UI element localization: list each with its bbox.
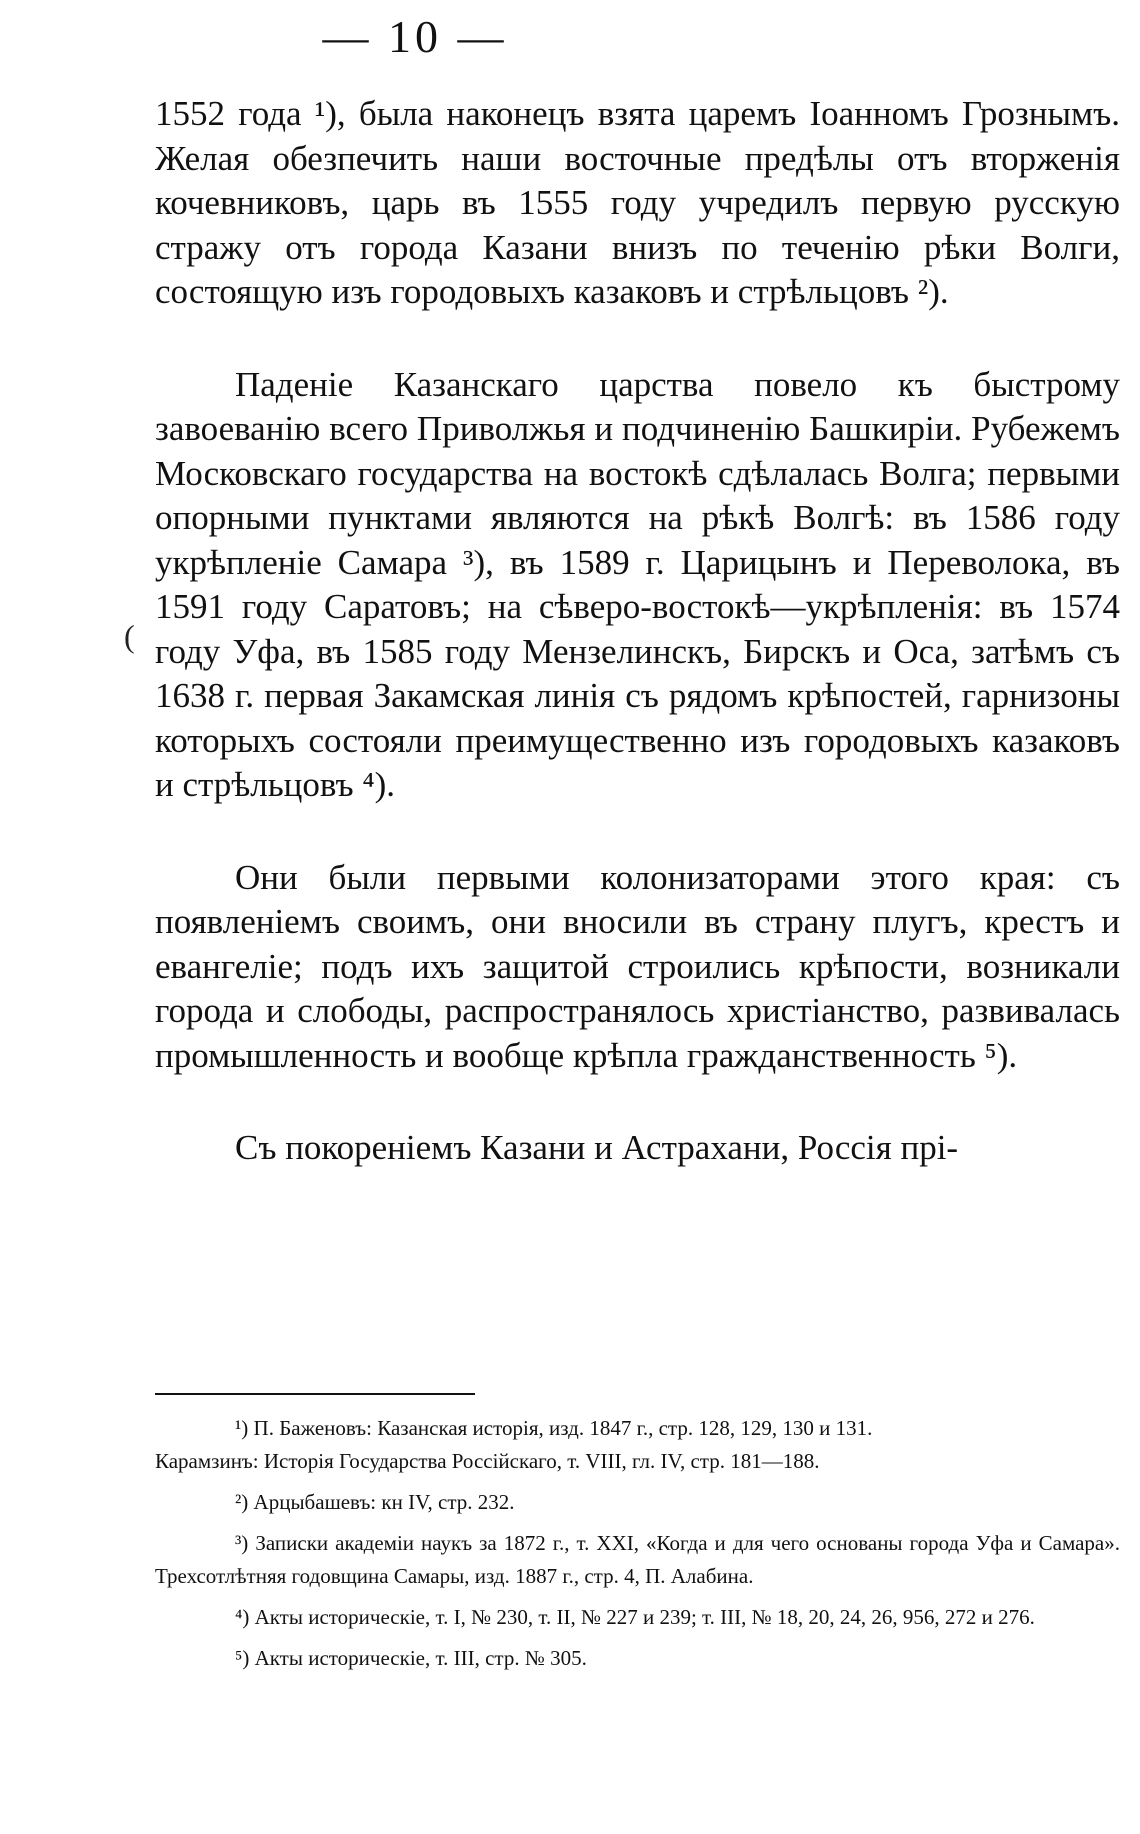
footnote-text: Акты историческіе, т. I, № 230, т. II, № 227 и 239; т. III, № 18, 20, 24, 26, 956, 272 и 276. [254, 1605, 1035, 1629]
footnote-2 [155, 1486, 1120, 1519]
footnote-1-continuation [155, 1445, 1120, 1478]
paragraph-3: Они были первыми колонизаторами этого края: съ появленіемъ своимъ, они вносили въ страну плугъ, крестъ и евангеліе; подъ ихъ защитой строились крѣпости, возникали города и слободы, распространялось христіанство, развивалась промышленность и вообще крѣпла гражданственность ⁵). [155, 857, 1120, 1075]
footnote-text: Записки академіи наукъ за 1872 г., т. XXI, «Когда и для чего основаны города Уфа и Самара». Трехсотлѣтняя годовщина Самары, изд. 1887 г., стр. 4, П. Алабина. [155, 1531, 1121, 1588]
main-text [155, 92, 1120, 1171]
footnote-text: Акты историческіе, т. III, стр. № 305. [254, 1646, 587, 1670]
paragraph-2: Паденіе Казанскаго царства повело къ быстрому завоеванію всего Приволжья и подчиненію Башкиріи. Рубежемъ Московскаго государства на востокѣ сдѣлалась Волга; первыми опорными пунктами являются на рѣкѣ Волгѣ: въ 1586 году укрѣпленіе Самара ³), въ 1589 г. Царицынъ и Переволока, въ 1591 году Саратовъ; на сѣверо-востокѣ—укрѣпленія: въ 1574 году Уфа, въ 1585 году Мензелинскъ, Бирскъ и Оса, затѣмъ съ 1638 г. первая Закамская линія съ рядомъ крѣпостей, гарнизоны которыхъ состояли преимущественно изъ городовыхъ казаковъ и стрѣльцовъ ⁴). [155, 364, 1120, 804]
footnote-divider [155, 1393, 475, 1395]
footnote-1 [155, 1412, 1120, 1445]
margin-mark: ( [124, 618, 135, 654]
footnote-text: Карамзинъ: Исторія Государства Россійскаго, т. VIII, гл. IV, стр. 181—188. [155, 1449, 820, 1473]
paragraph-1: 1552 года ¹), была наконецъ взята царемъ Іоанномъ Грознымъ. Желая обезпечить наши восточные предѣлы отъ вторженія кочевниковъ, царь въ 1555 году учредилъ первую русскую стражу отъ города Казани внизъ по теченію рѣки Волги, состоящую изъ городовыхъ казаковъ и стрѣльцовъ ²). [155, 94, 1120, 311]
footnote-marker: ²) [235, 1490, 249, 1514]
footnote-marker: ⁵) [235, 1646, 250, 1670]
footnote-3 [155, 1527, 1120, 1593]
paragraph-4: Съ покореніемъ Казани и Астрахани, Россія прі- [235, 1128, 959, 1167]
footnote-marker: ¹) [235, 1416, 249, 1440]
footnote-text: П. Баженовъ: Казанская исторія, изд. 1847 г., стр. 128, 129, 130 и 131. [253, 1416, 873, 1440]
footnote-marker: ³) [235, 1531, 249, 1555]
footnotes [155, 1412, 1120, 1683]
footnote-5 [155, 1642, 1120, 1675]
footnote-text: Арцыбашевъ: кн IV, стр. 232. [253, 1490, 515, 1514]
page-number: — 10 — [322, 11, 508, 62]
footnote-marker: ⁴) [235, 1605, 250, 1629]
footnote-4 [155, 1601, 1120, 1634]
